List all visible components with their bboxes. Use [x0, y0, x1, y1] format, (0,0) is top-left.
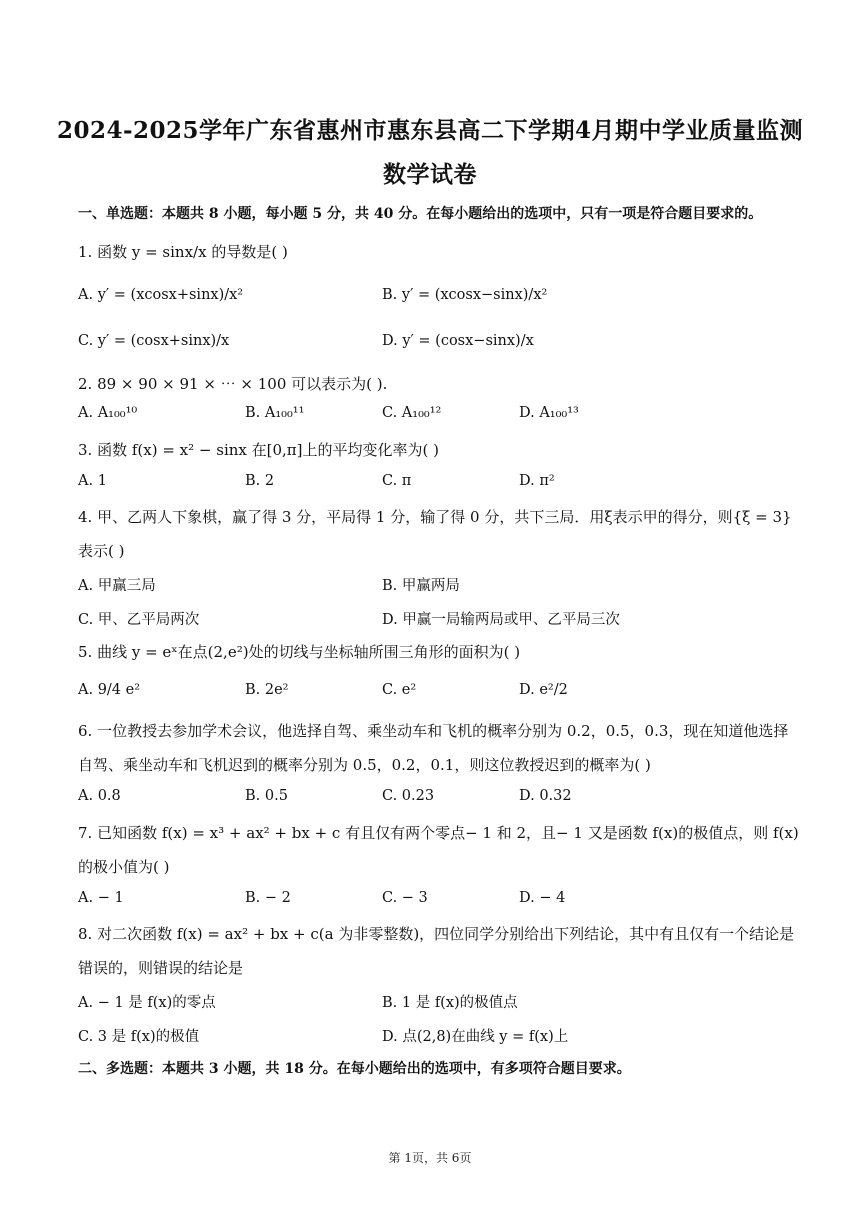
question-5-stem: 5. 曲线 y = eˣ在点(2,e²)处的切线与坐标轴所围三角形的面积为( ) — [78, 643, 521, 661]
question-8-option-b: B. 1 是 f(x)的极值点 — [382, 995, 518, 1011]
question-8-stem-line2: 错误的，则错误的结论是 — [78, 959, 244, 977]
question-3-option-c: C. π — [382, 473, 412, 489]
question-1-option-d: D. y′ = (cosx−sinx)/x — [382, 333, 534, 349]
question-8-option-d: D. 点(2,8)在曲线 y = f(x)上 — [382, 1029, 569, 1045]
question-3-option-d: D. π² — [519, 473, 555, 489]
question-8-option-a: A. − 1 是 f(x)的零点 — [78, 995, 216, 1011]
question-2-stem: 2. 89 × 90 × 91 × ⋯ × 100 可以表示为( ). — [78, 375, 388, 393]
question-2-option-d: D. A₁₀₀¹³ — [519, 405, 579, 421]
question-6-stem-line1: 6. 一位教授去参加学术会议，他选择自驾、乘坐动车和飞机的概率分别为 0.2，0.5，0.3，现在知道他选择 — [78, 722, 789, 740]
question-6-stem-line2: 自驾、乘坐动车和飞机迟到的概率分别为 0.5，0.2，0.1，则这位教授迟到的概率为( ) — [78, 756, 651, 774]
question-3-option-a: A. 1 — [78, 473, 107, 489]
exam-title-line2: 数学试卷 — [383, 161, 477, 188]
page-footer: 第 1页，共 6页 — [388, 1151, 472, 1165]
question-6-option-d: D. 0.32 — [519, 788, 572, 804]
question-8-option-c: C. 3 是 f(x)的极值 — [78, 1029, 200, 1045]
question-7-option-a: A. − 1 — [78, 890, 124, 906]
question-1-option-a: A. y′ = (xcosx+sinx)/x² — [78, 287, 244, 303]
question-2-option-a: A. A₁₀₀¹⁰ — [78, 405, 138, 421]
section-1-heading: 一、单选题：本题共 8 小题，每小题 5 分，共 40 分。在每小题给出的选项中，只有一项是符合题目要求的。 — [78, 206, 763, 222]
question-6-option-a: A. 0.8 — [78, 788, 121, 804]
question-5-option-b: B. 2e² — [245, 682, 289, 698]
question-3-stem: 3. 函数 f(x) = x² − sinx 在[0,π]上的平均变化率为( ) — [78, 441, 439, 459]
question-4-option-c: C. 甲、乙平局两次 — [78, 612, 200, 628]
question-1-option-b: B. y′ = (xcosx−sinx)/x² — [382, 287, 548, 303]
question-4-option-b: B. 甲赢两局 — [382, 578, 460, 594]
question-4-option-d: D. 甲赢一局输两局或甲、乙平局三次 — [382, 612, 620, 628]
question-6-option-b: B. 0.5 — [245, 788, 288, 804]
question-5-option-d: D. e²/2 — [519, 682, 568, 698]
question-6-option-c: C. 0.23 — [382, 788, 435, 804]
question-7-option-c: C. − 3 — [382, 890, 428, 906]
question-4-stem-line2: 表示( ) — [78, 542, 125, 560]
question-4-stem-line1: 4. 甲、乙两人下象棋，赢了得 3 分，平局得 1 分，输了得 0 分，共下三局．用ξ表示甲的得分，则{ξ = 3} — [78, 508, 792, 526]
question-7-option-b: B. − 2 — [245, 890, 291, 906]
exam-title-line1: 2024-2025学年广东省惠州市惠东县高二下学期4月期中学业质量监测 — [56, 117, 804, 144]
question-8-stem-line1: 8. 对二次函数 f(x) = ax² + bx + c(a 为非零整数)，四位同学分别给出下列结论，其中有且仅有一个结论是 — [78, 925, 795, 943]
question-7-stem-line2: 的极小值为( ) — [78, 858, 170, 876]
question-7-stem-line1: 7. 已知函数 f(x) = x³ + ax² + bx + c 有且仅有两个零点− 1 和 2，且− 1 又是函数 f(x)的极值点，则 f(x) — [78, 824, 799, 842]
question-2-option-c: C. A₁₀₀¹² — [382, 405, 442, 421]
question-5-option-c: C. e² — [382, 682, 417, 698]
question-4-option-a: A. 甲赢三局 — [78, 578, 156, 594]
question-2-option-b: B. A₁₀₀¹¹ — [245, 405, 305, 421]
question-1-option-c: C. y′ = (cosx+sinx)/x — [78, 333, 230, 349]
question-7-option-d: D. − 4 — [519, 890, 566, 906]
question-5-option-a: A. 9/4 e² — [78, 682, 141, 698]
question-1-stem: 1. 函数 y = sinx/x 的导数是( ) — [78, 243, 288, 261]
question-3-option-b: B. 2 — [245, 473, 275, 489]
section-2-heading: 二、多选题：本题共 3 小题，共 18 分。在每小题给出的选项中，有多项符合题目要求。 — [78, 1061, 631, 1077]
